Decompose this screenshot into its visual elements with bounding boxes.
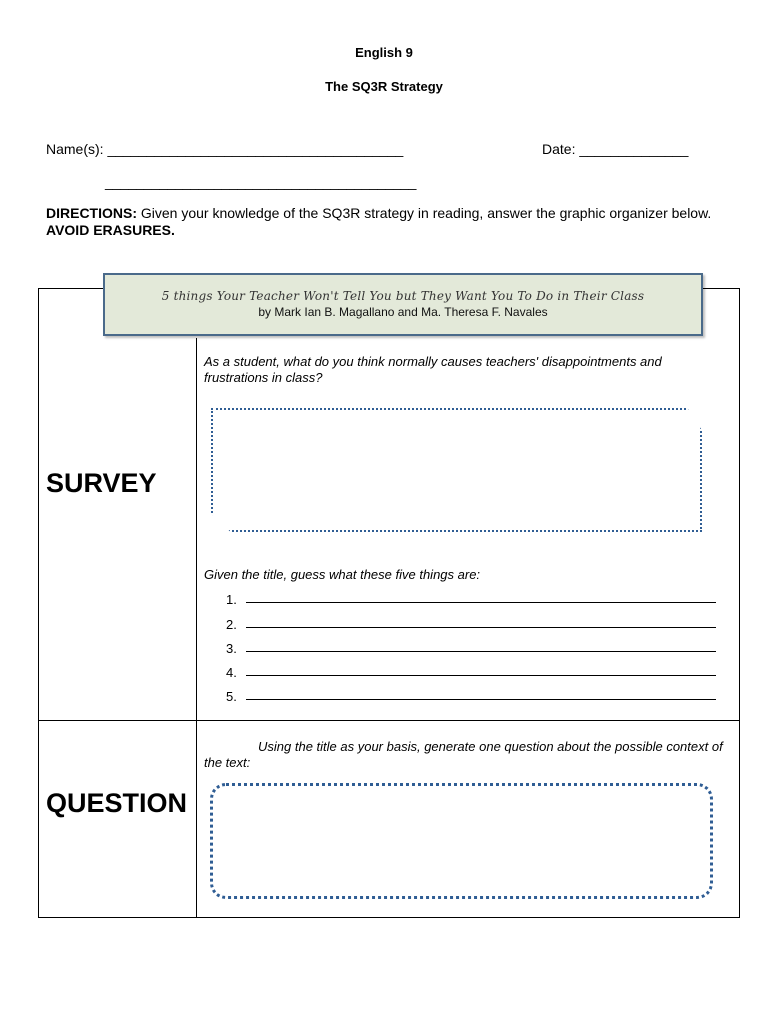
list-number: 1. [226,592,237,608]
date-field[interactable]: Date: ______________ [542,141,689,157]
list-item[interactable] [226,607,716,631]
name-field-continuation[interactable]: ________________________________________ [105,174,417,190]
question-prompt: Using the title as your basis, generate one question about the possible context of the text: [204,739,723,770]
directions-text [46,205,736,239]
directions-label: DIRECTIONS: [46,205,137,221]
answer-line[interactable] [246,650,716,652]
list-number: 5. [226,689,237,705]
name-field[interactable]: Name(s): ______________________________________ [46,141,404,157]
answer-line[interactable] [246,626,716,628]
list-item[interactable] [226,656,716,680]
guess-prompt: Given the title, guess what these five things are: [204,567,481,582]
directions-emphasis: AVOID ERASURES. [46,222,175,238]
list-number: 3. [226,640,237,656]
answer-line[interactable] [246,698,716,700]
reading-title-banner [103,273,703,336]
reading-byline: by Mark Ian B. Magallano and Ma. Theresa F. Navales [258,305,548,319]
list-number: 4. [226,665,237,681]
answer-line[interactable] [246,601,716,603]
list-item[interactable] [226,680,716,704]
answer-line[interactable] [246,674,716,676]
list-number: 2. [226,616,237,632]
course-title: English 9 [355,45,413,60]
list-item[interactable] [226,632,716,656]
table-column-divider [196,338,197,918]
reading-title: 5 things Your Teacher Won't Tell You but They Want You To Do in Their Class [161,289,645,303]
list-item[interactable] [226,583,716,607]
worksheet-title: The SQ3R Strategy [325,79,443,94]
guess-list [226,583,716,704]
survey-label: SURVEY [46,468,157,498]
directions-body: Given your knowledge of the SQ3R strategy in reading, answer the graphic organizer below. [137,205,712,221]
question-label: QUESTION [46,788,188,818]
survey-answer-box[interactable] [211,408,702,532]
survey-prompt: As a student, what do you think normally causes teachers' disappointments and frustrations in class? [204,354,662,385]
table-row-divider [38,720,740,721]
question-answer-box[interactable] [210,783,713,899]
